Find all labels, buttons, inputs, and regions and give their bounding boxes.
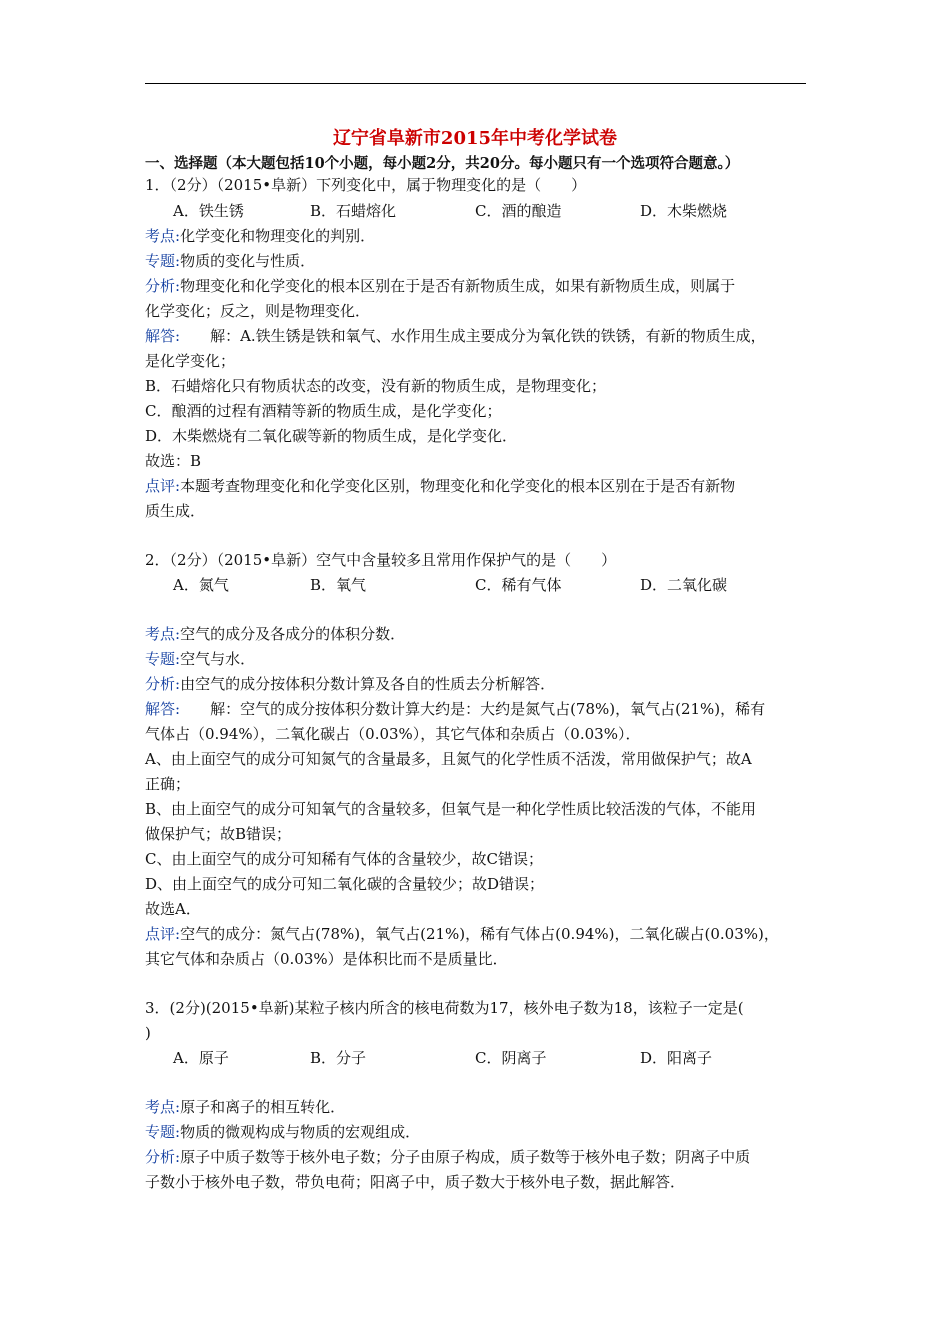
q1-kaodian bbox=[145, 226, 375, 246]
q3-kaodian bbox=[145, 1097, 345, 1117]
kaodian-label: 考点: bbox=[145, 227, 181, 245]
q3-zhuanti-text: 物质的微观构成与物质的宏观组成． bbox=[180, 1123, 421, 1141]
kaodian-label: 考点: bbox=[145, 625, 181, 643]
q1-jieda-text-2: 是化学变化； bbox=[145, 352, 236, 370]
q1-jieda bbox=[145, 326, 766, 346]
q2-kaodian bbox=[145, 624, 405, 644]
dianping-label: 点评: bbox=[145, 477, 181, 495]
q1-fenxi-text-1: 物理变化和化学变化的根本区别在于是否有新物质生成，如果有新物质生成，则属于 bbox=[180, 277, 736, 295]
q3-fenxi-text-1: 原子中质子数等于核外电子数；分子由原子构成，质子数等于核外电子数；阴离子中质 bbox=[180, 1148, 751, 1166]
question-2-stem: 2．（2分）（2015•阜新）空气中含量较多且常用作保护气的是（ ） bbox=[145, 551, 617, 569]
q1-dianping-text-2: 质生成． bbox=[145, 502, 206, 520]
q1-zhuanti-text: 物质的变化与性质． bbox=[180, 252, 316, 270]
q2-jieda bbox=[145, 699, 765, 719]
fenxi-label: 分析: bbox=[145, 1148, 181, 1166]
question-3-stem: 3．(2分)(2015•阜新)某粒子核内所含的核电荷数为17，核外电子数为18，该粒子一定是( bbox=[145, 999, 744, 1017]
q2-fenxi bbox=[145, 674, 555, 694]
fenxi-label: 分析: bbox=[145, 277, 181, 295]
q2-zhuanti-text: 空气与水． bbox=[180, 650, 256, 668]
q2-jieda-text-1: 解：空气的成分按体积分数计算大约是：大约是氮气占(78%)，氧气占(21%)，稀有 bbox=[210, 700, 766, 718]
q1-jieda-text-3: B．石蜡熔化只有物质状态的改变，没有新的物质生成，是物理变化； bbox=[145, 377, 607, 395]
question-3-option-a: A．原子 bbox=[173, 1049, 229, 1067]
question-3-option-d: D．阳离子 bbox=[640, 1049, 713, 1067]
zhuanti-label: 专题: bbox=[145, 1123, 181, 1141]
q1-jieda-text-4: C．酿酒的过程有酒精等新的物质生成，是化学变化； bbox=[145, 402, 502, 420]
question-2-option-d: D．二氧化碳 bbox=[640, 576, 728, 594]
q1-fenxi-text-2: 化学变化；反之，则是物理变化． bbox=[145, 302, 371, 320]
q2-fenxi-text: 由空气的成分按体积分数计算及各自的性质去分析解答． bbox=[180, 675, 556, 693]
q2-dianping-text-2: 其它气体和杂质占（0.03%）是体积比而不是质量比． bbox=[145, 950, 508, 968]
q2-jieda-text-2: 气体占（0.94%），二氧化碳占（0.03%），其它气体和杂质占（0.03%）． bbox=[145, 725, 641, 743]
q2-zhuanti bbox=[145, 649, 255, 669]
jieda-label: 解答: bbox=[145, 327, 181, 345]
fenxi-label: 分析: bbox=[145, 675, 181, 693]
question-1-option-d: D．木柴燃烧 bbox=[640, 202, 728, 220]
q2-jieda-text-7: C、由上面空气的成分可知稀有气体的含量较少，故C错误； bbox=[145, 850, 543, 868]
q2-dianping bbox=[145, 924, 779, 944]
question-1-option-a: A．铁生锈 bbox=[173, 202, 244, 220]
dianping-label: 点评: bbox=[145, 925, 181, 943]
q2-kaodian-text: 空气的成分及各成分的体积分数． bbox=[180, 625, 406, 643]
question-3-stem-end: ) bbox=[145, 1024, 151, 1042]
question-3-option-b: B．分子 bbox=[310, 1049, 367, 1067]
q1-jieda-text-6: 故选：B bbox=[145, 452, 202, 470]
q2-jieda-text-6: 做保护气；故B错误； bbox=[145, 825, 292, 843]
q1-dianping bbox=[145, 476, 735, 496]
q1-fenxi bbox=[145, 276, 735, 296]
header-rule bbox=[145, 83, 806, 84]
section-heading: 一、选择题（本大题包括10个小题，每小题2分，共20分。每小题只有一个选项符合题意。） bbox=[145, 155, 740, 172]
q2-jieda-text-5: B、由上面空气的成分可知氧气的含量较多，但氧气是一种化学性质比较活泼的气体，不能用 bbox=[145, 800, 757, 818]
q2-jieda-text-3: A、由上面空气的成分可知氮气的含量最多，且氮气的化学性质不活泼，常用做保护气；故A bbox=[145, 750, 752, 768]
q3-kaodian-text: 原子和离子的相互转化． bbox=[180, 1098, 346, 1116]
q1-dianping-text-1: 本题考查物理变化和化学变化区别，物理变化和化学变化的根本区别在于是否有新物 bbox=[180, 477, 736, 495]
q2-jieda-text-9: 故选A． bbox=[145, 900, 201, 918]
question-1-stem: 1．（2分）（2015•阜新）下列变化中，属于物理变化的是（ ） bbox=[145, 176, 587, 194]
question-3-option-c: C．阴离子 bbox=[475, 1049, 547, 1067]
zhuanti-label: 专题: bbox=[145, 650, 181, 668]
question-1-option-c: C．酒的酿造 bbox=[475, 202, 562, 220]
q3-fenxi-text-2: 子数小于核外电子数，带负电荷；阳离子中，质子数大于核外电子数，据此解答． bbox=[145, 1173, 686, 1191]
q1-kaodian-text: 化学变化和物理变化的判别． bbox=[180, 227, 376, 245]
q1-jieda-text-5: D．木柴燃烧有二氧化碳等新的物质生成，是化学变化． bbox=[145, 427, 518, 445]
document-title: 辽宁省阜新市2015年中考化学试卷 bbox=[332, 128, 618, 149]
q3-zhuanti bbox=[145, 1122, 420, 1142]
question-1-option-b: B．石蜡熔化 bbox=[310, 202, 397, 220]
question-2-option-b: B．氧气 bbox=[310, 576, 367, 594]
q1-zhuanti bbox=[145, 251, 315, 271]
kaodian-label: 考点: bbox=[145, 1098, 181, 1116]
q2-dianping-text-1: 空气的成分：氮气占(78%)，氧气占(21%)，稀有气体占(0.94%)，二氧化碳占(0.03%)， bbox=[180, 925, 779, 943]
question-2-option-c: C．稀有气体 bbox=[475, 576, 562, 594]
q1-jieda-text-1: 解：A.铁生锈是铁和氧气、水作用生成主要成分为氧化铁的铁锈，有新的物质生成， bbox=[210, 327, 766, 345]
q2-jieda-text-8: D、由上面空气的成分可知二氧化碳的含量较少；故D错误； bbox=[145, 875, 545, 893]
zhuanti-label: 专题: bbox=[145, 252, 181, 270]
q2-jieda-text-4: 正确； bbox=[145, 775, 191, 793]
question-2-option-a: A．氮气 bbox=[173, 576, 229, 594]
jieda-label: 解答: bbox=[145, 700, 181, 718]
q3-fenxi bbox=[145, 1147, 750, 1167]
